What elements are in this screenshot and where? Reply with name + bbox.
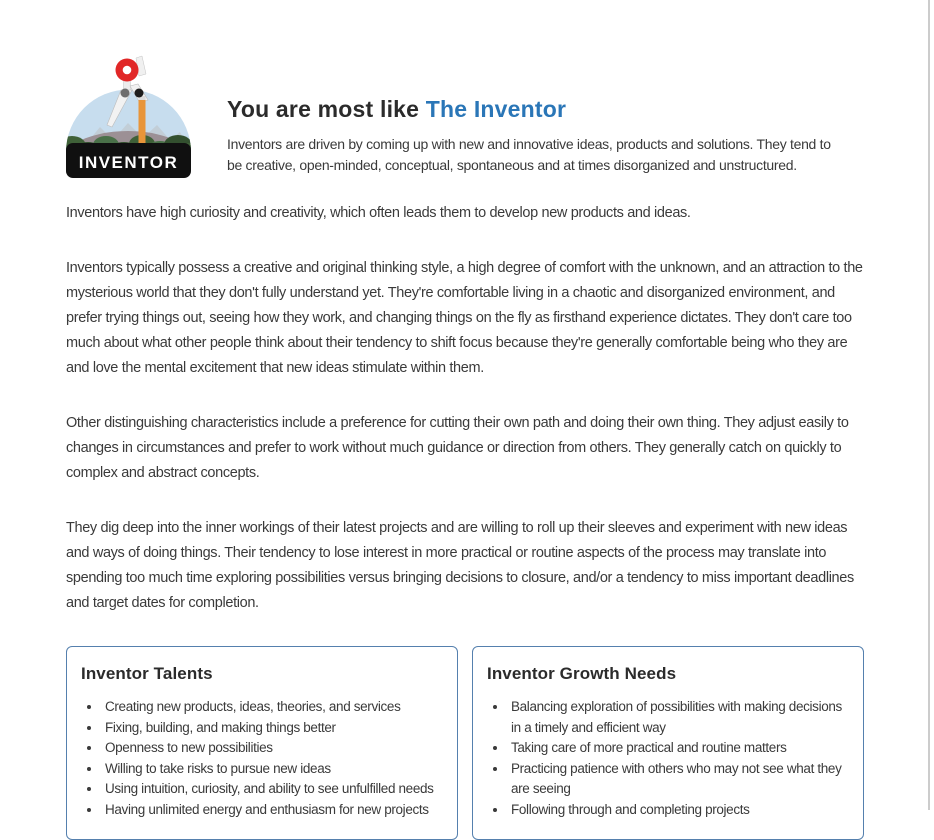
list-item: • Practicing patience with others who may not see what they are seeing [508, 759, 849, 800]
talents-list [81, 697, 443, 820]
list-item: • Openness to new possibilities [102, 738, 443, 759]
description-section [66, 201, 872, 840]
talents-panel [66, 646, 458, 840]
list-item: • Willing to take risks to pursue new ideas [102, 759, 443, 780]
page-title [227, 96, 849, 123]
result-subtitle: Inventors are driven by coming up with new and innovative ideas, products and solutions. They tend to be creative, open-minded, conceptual, spontaneous and at times disorganized and unstructured. [227, 136, 831, 173]
description-paragraph: Inventors have high curiosity and creativity, which often leads them to develop new products and ideas. [66, 205, 691, 221]
description-paragraph: They dig deep into the inner workings of their latest projects and are willing to roll up their sleeves and experiment with new ideas and ways of doing things. Their tendency to lose interest in more practical or routine aspects of the process may translate into spending too much time exploring possibilities versus bringing decisions to closure, and/or a tendency to miss important deadlines and target dates for completion. [66, 520, 854, 611]
list-item: • Creating new products, ideas, theories, and services [102, 697, 443, 718]
description-paragraph: Inventors typically possess a creative and original thinking style, a high degree of comfort with the unknown, and an attraction to the mysterious world that they don't fully understand yet. They're comfortable living in a chaotic and disorganized environment, and prefer trying things out, seeing how they work, and changing things on the fly as firsthand experience dictates. They don't care too much about what other people think about their tendency to shift focus because they're generally comfortable being who they are and love the mental excitement that new ideas stimulate within them. [66, 260, 863, 376]
inventor-badge [66, 40, 191, 178]
list-item: • Having unlimited energy and enthusiasm for new projects [102, 800, 443, 821]
list-item: • Taking care of more practical and routine matters [508, 738, 849, 759]
result-header [66, 40, 872, 178]
badge-label: INVENTOR [78, 153, 179, 172]
header-text [227, 40, 849, 176]
talents-panel-title: Inventor Talents [81, 664, 213, 683]
title-prefix: You are most like [227, 96, 426, 122]
growth-needs-panel-title: Inventor Growth Needs [487, 664, 677, 683]
title-highlight: The Inventor [425, 96, 567, 122]
growth-needs-list [487, 697, 849, 820]
panels-row [66, 646, 864, 840]
list-item: • Using intuition, curiosity, and ability to see unfulfilled needs [102, 779, 443, 800]
window-edge-divider [928, 0, 930, 810]
inventor-badge-icon [66, 40, 191, 178]
list-item: • Following through and completing projects [508, 800, 849, 821]
description-paragraph: Other distinguishing characteristics include a preference for cutting their own path and doing their own thing. They adjust easily to changes in circumstances and prefer to work without much guidance or direction from others. They generally catch on quickly to complex and abstract concepts. [66, 415, 849, 481]
list-item: • Balancing exploration of possibilities with making decisions in a timely and efficient way [508, 697, 849, 738]
growth-needs-panel [472, 646, 864, 840]
list-item: • Fixing, building, and making things better [102, 718, 443, 739]
